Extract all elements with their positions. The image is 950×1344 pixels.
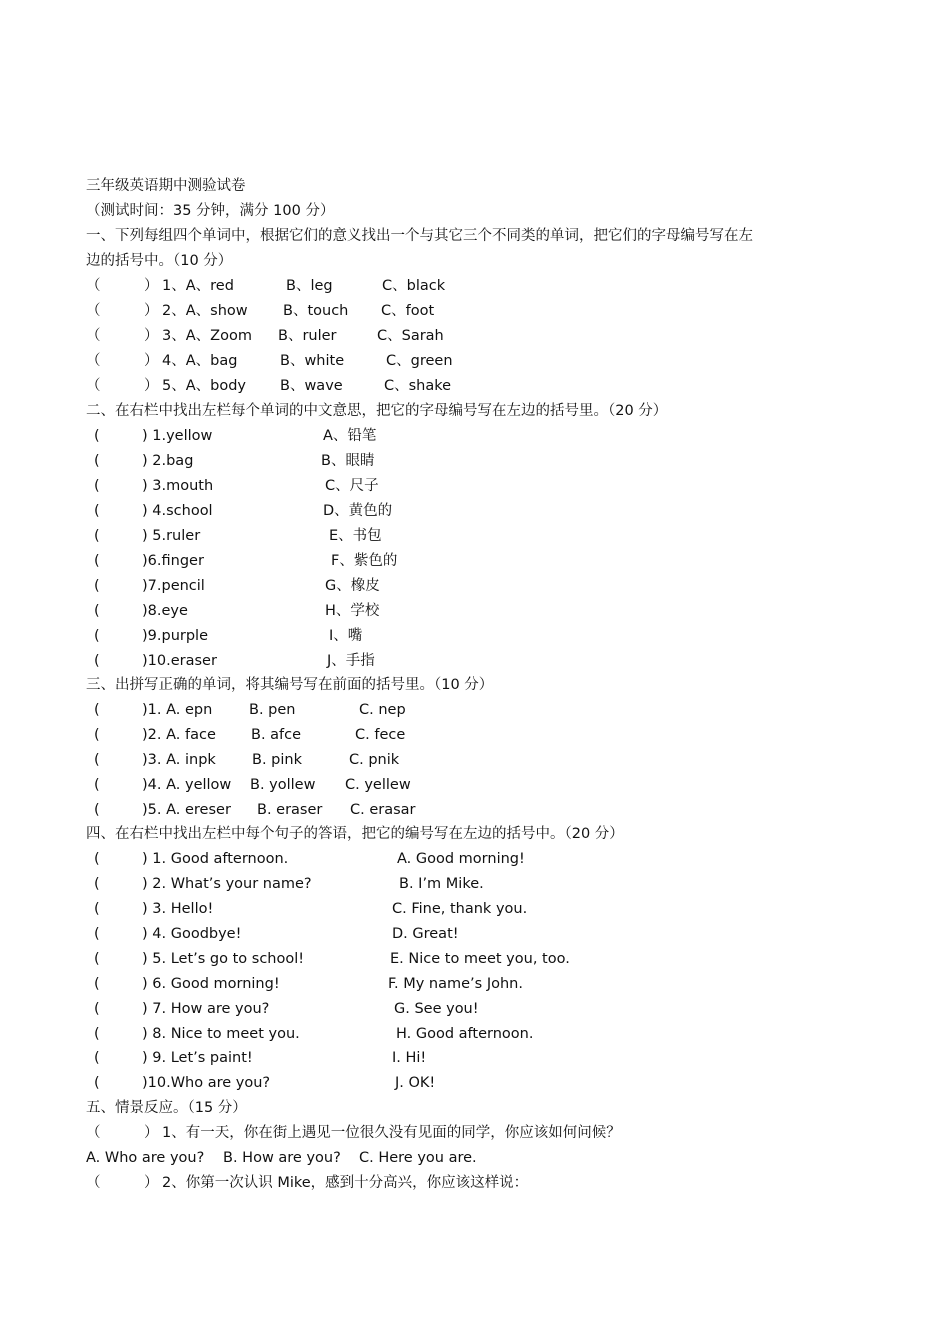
question-sentence: ) 8. Nice to meet you. — [142, 1026, 300, 1042]
option-a: )1. A. epn — [142, 702, 213, 718]
page-subtitle: （测试时间：35 分钟，满分 100 分） — [86, 203, 335, 219]
answer-bracket[interactable]: ( — [94, 752, 100, 768]
section-2-heading-text: 二、在右栏中找出左栏每个单词的中文意思，把它的字母编号写在左边的括号里。（20 分） — [86, 403, 668, 419]
option-a: )2. A. face — [142, 727, 216, 743]
question-sentence: ) 3. Hello! — [142, 901, 214, 917]
s3-row-3 — [0, 748, 950, 773]
s1-row-1 — [0, 274, 950, 299]
s5-q2 — [0, 1171, 950, 1196]
chinese-meaning: H、学校 — [325, 603, 380, 619]
option-c: C. nep — [359, 702, 406, 718]
chinese-meaning: A、铅笔 — [323, 428, 377, 444]
option-b: B、white — [280, 353, 345, 369]
answer-bracket[interactable]: ( — [94, 802, 100, 818]
english-word: )10.eraser — [142, 653, 217, 669]
answer-bracket[interactable]: ( — [94, 1050, 100, 1066]
s3-row-5 — [0, 798, 950, 823]
answer-bracket[interactable]: ( — [94, 976, 100, 992]
answer-bracket[interactable]: ( — [94, 1075, 100, 1091]
chinese-meaning: G、橡皮 — [325, 578, 380, 594]
question-sentence: ) 5. Let’s go to school! — [142, 951, 305, 967]
english-word: )7.pencil — [142, 578, 205, 594]
option-a: )4. A. yellow — [142, 777, 232, 793]
s3-row-4 — [0, 773, 950, 798]
answer-bracket[interactable]: （ ） — [86, 1175, 159, 1191]
answer-bracket[interactable]: ( — [94, 453, 100, 469]
section-4-heading-text: 四、在右栏中找出左栏中每个句子的答语，把它的编号写在左边的括号中。（20 分） — [86, 826, 624, 842]
option-a: )5. A. ereser — [142, 802, 231, 818]
s4-row-3 — [0, 897, 950, 922]
option-b: B. pen — [249, 702, 296, 718]
question-text: 1、有一天，你在街上遇见一位很久没有见面的同学，你应该如何问候？ — [162, 1125, 621, 1141]
s4-row-8 — [0, 1022, 950, 1047]
answer-bracket[interactable]: ( — [94, 1026, 100, 1042]
option-b: B. afce — [251, 727, 302, 743]
answer-bracket[interactable]: （ ） — [86, 1125, 159, 1141]
answer-bracket[interactable]: ( — [94, 628, 100, 644]
answer-sentence: D. Great! — [392, 926, 459, 942]
section-1-heading — [0, 224, 950, 249]
s2-row-4 — [0, 499, 950, 524]
s3-row-1 — [0, 698, 950, 723]
section-3-heading — [0, 673, 950, 698]
option-c: C. pnik — [349, 752, 400, 768]
option-b: B、leg — [286, 278, 333, 294]
answer-sentence: H. Good afternoon. — [396, 1026, 534, 1042]
s2-row-10 — [0, 649, 950, 674]
answer-bracket[interactable]: ( — [94, 503, 100, 519]
answer-bracket[interactable]: ( — [94, 876, 100, 892]
option-c: C. yellew — [345, 777, 411, 793]
s4-row-5 — [0, 947, 950, 972]
english-word: )8.eye — [142, 603, 188, 619]
answer-bracket[interactable]: ( — [94, 901, 100, 917]
answer-sentence: C. Fine, thank you. — [392, 901, 528, 917]
question-sentence: ) 7. How are you? — [142, 1001, 270, 1017]
option-b: B、touch — [283, 303, 349, 319]
option-b: B. yollew — [250, 777, 316, 793]
chinese-meaning: E、书包 — [329, 528, 382, 544]
answer-bracket[interactable]: （ ） — [86, 278, 159, 294]
english-word: ) 4.school — [142, 503, 213, 519]
s2-row-6 — [0, 549, 950, 574]
s1-row-2 — [0, 299, 950, 324]
question-text: 2、你第一次认识 Mike，感到十分高兴，你应该这样说： — [162, 1175, 529, 1191]
answer-sentence: A. Good morning! — [397, 851, 525, 867]
option-a: 2、A、show — [162, 303, 248, 319]
option-a: A. Who are you? — [86, 1150, 205, 1166]
s2-row-5 — [0, 524, 950, 549]
s2-row-7 — [0, 574, 950, 599]
answer-bracket[interactable]: ( — [94, 653, 100, 669]
section-5-heading-text: 五、情景反应。（15 分） — [86, 1100, 247, 1116]
option-c: C、black — [382, 278, 446, 294]
answer-bracket[interactable]: ( — [94, 951, 100, 967]
section-1-heading-line1: 一、下列每组四个单词中，根据它们的意义找出一个与其它三个不同类的单词，把它们的字母编号写在左 — [86, 228, 753, 244]
s2-row-2 — [0, 449, 950, 474]
answer-bracket[interactable]: ( — [94, 528, 100, 544]
answer-bracket[interactable]: ( — [94, 553, 100, 569]
s2-row-9 — [0, 624, 950, 649]
answer-bracket[interactable]: （ ） — [86, 328, 159, 344]
chinese-meaning: I、嘴 — [329, 628, 363, 644]
question-sentence: )10.Who are you? — [142, 1075, 271, 1091]
answer-bracket[interactable]: ( — [94, 1001, 100, 1017]
s4-row-2 — [0, 872, 950, 897]
question-sentence: ) 2. What’s your name? — [142, 876, 312, 892]
option-a: 3、A、Zoom — [162, 328, 252, 344]
option-a: 4、A、bag — [162, 353, 238, 369]
chinese-meaning: C、尺子 — [325, 478, 379, 494]
english-word: ) 1.yellow — [142, 428, 213, 444]
answer-bracket[interactable]: （ ） — [86, 303, 159, 319]
answer-bracket[interactable]: ( — [94, 578, 100, 594]
section-3-heading-text: 三、出拼写正确的单词，将其编号写在前面的括号里。（10 分） — [86, 677, 494, 693]
option-c: C、green — [386, 353, 453, 369]
answer-bracket[interactable]: ( — [94, 777, 100, 793]
s4-row-4 — [0, 922, 950, 947]
option-a: )3. A. inpk — [142, 752, 216, 768]
answer-sentence: F. My name’s John. — [388, 976, 523, 992]
s4-row-9 — [0, 1046, 950, 1071]
answer-sentence: G. See you! — [394, 1001, 479, 1017]
answer-bracket[interactable]: （ ） — [86, 378, 159, 394]
answer-bracket[interactable]: ( — [94, 702, 100, 718]
option-b: B. How are you? — [223, 1150, 341, 1166]
option-c: C. Here you are. — [359, 1150, 477, 1166]
section-1-heading-cont — [0, 249, 950, 274]
s4-row-6 — [0, 972, 950, 997]
section-1-heading-line2: 边的括号中。（10 分） — [86, 253, 233, 269]
section-2-heading — [0, 399, 950, 424]
option-a: 1、A、red — [162, 278, 234, 294]
option-b: B、ruler — [278, 328, 337, 344]
option-c: C. fece — [355, 727, 406, 743]
s2-row-1 — [0, 424, 950, 449]
s3-row-2 — [0, 723, 950, 748]
section-4-heading — [0, 822, 950, 847]
section-5-heading — [0, 1096, 950, 1121]
answer-sentence: J. OK! — [395, 1075, 436, 1091]
s4-row-10 — [0, 1071, 950, 1096]
s1-row-5 — [0, 374, 950, 399]
answer-bracket[interactable]: ( — [94, 851, 100, 867]
s4-row-1 — [0, 847, 950, 872]
title-line — [0, 174, 950, 199]
s5-q1 — [0, 1121, 950, 1146]
answer-bracket[interactable]: （ ） — [86, 353, 159, 369]
option-b: B、wave — [280, 378, 343, 394]
chinese-meaning: B、眼睛 — [321, 453, 375, 469]
answer-bracket[interactable]: ( — [94, 478, 100, 494]
s2-row-3 — [0, 474, 950, 499]
option-c: C、shake — [384, 378, 452, 394]
option-c: C、Sarah — [377, 328, 444, 344]
chinese-meaning: F、紫色的 — [331, 553, 398, 569]
option-b: B. pink — [252, 752, 302, 768]
s1-row-4 — [0, 349, 950, 374]
answer-bracket[interactable]: ( — [94, 727, 100, 743]
english-word: )6.finger — [142, 553, 204, 569]
question-sentence: ) 1. Good afternoon. — [142, 851, 289, 867]
option-c: C. erasar — [350, 802, 416, 818]
english-word: )9.purple — [142, 628, 209, 644]
s1-row-3 — [0, 324, 950, 349]
s4-row-7 — [0, 997, 950, 1022]
subtitle-line — [0, 199, 950, 224]
question-sentence: ) 6. Good morning! — [142, 976, 280, 992]
english-word: ) 2.bag — [142, 453, 194, 469]
page-title: 三年级英语期中测验试卷 — [86, 178, 246, 194]
english-word: ) 5.ruler — [142, 528, 201, 544]
chinese-meaning: J、手指 — [327, 653, 375, 669]
answer-sentence: B. I’m Mike. — [399, 876, 484, 892]
question-sentence: ) 9. Let’s paint! — [142, 1050, 253, 1066]
answer-bracket[interactable]: ( — [94, 428, 100, 444]
s5-q1-options — [0, 1146, 950, 1171]
option-a: 5、A、body — [162, 378, 247, 394]
english-word: ) 3.mouth — [142, 478, 214, 494]
answer-sentence: E. Nice to meet you, too. — [390, 951, 570, 967]
question-sentence: ) 4. Goodbye! — [142, 926, 242, 942]
chinese-meaning: D、黄色的 — [323, 503, 393, 519]
answer-bracket[interactable]: ( — [94, 603, 100, 619]
answer-bracket[interactable]: ( — [94, 926, 100, 942]
answer-sentence: I. Hi! — [392, 1050, 427, 1066]
option-b: B. eraser — [257, 802, 323, 818]
s2-row-8 — [0, 599, 950, 624]
option-c: C、foot — [381, 303, 435, 319]
